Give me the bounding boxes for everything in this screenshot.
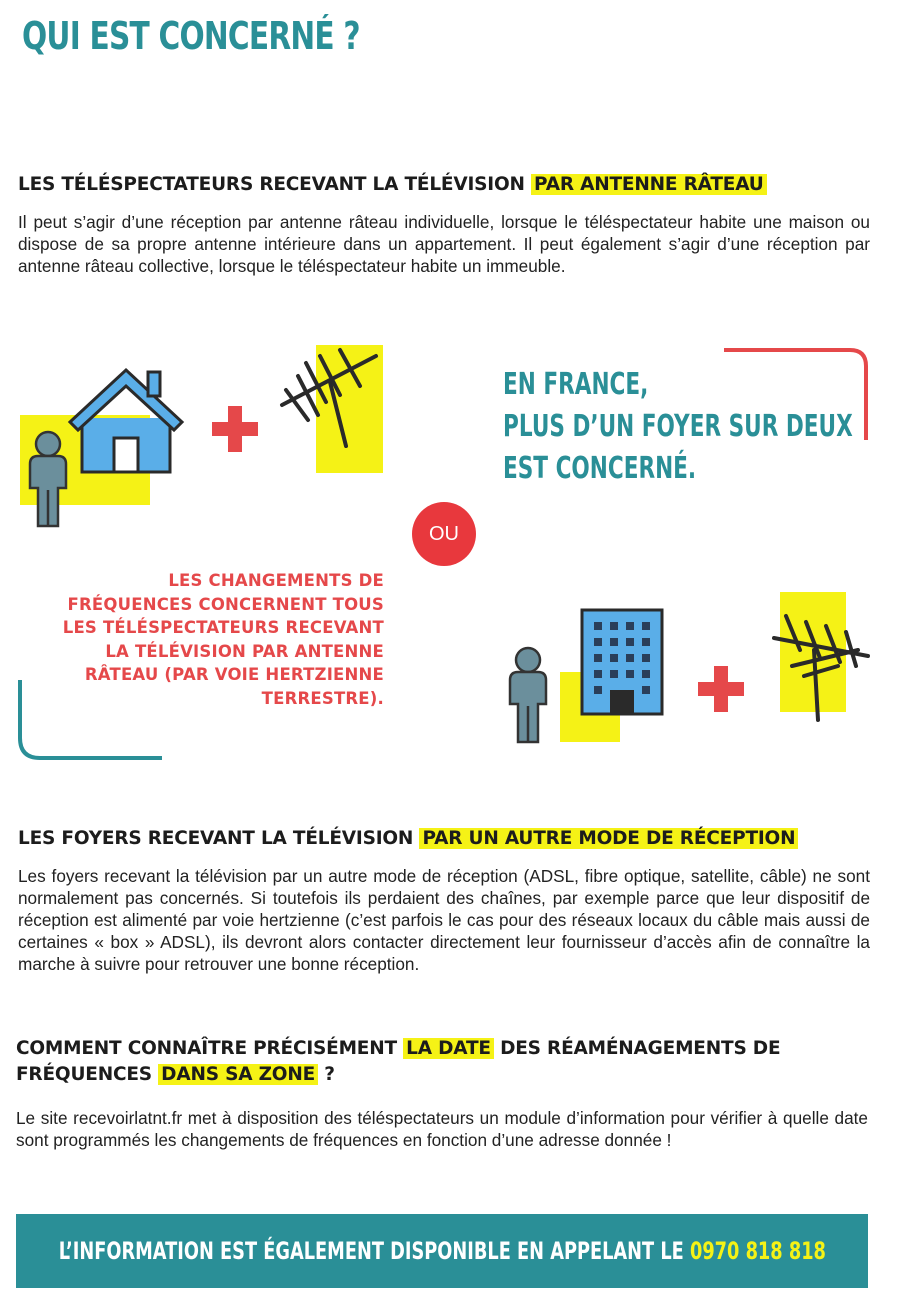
stat-line-1: EN FRANCE, xyxy=(503,367,649,402)
section1-heading-text: LES TÉLÉSPECTATEURS RECEVANT LA TÉLÉVISION xyxy=(18,174,532,195)
plus-icon xyxy=(212,406,258,452)
section1-heading xyxy=(18,172,878,198)
banner-text xyxy=(58,1237,825,1265)
building-icon xyxy=(582,610,662,714)
section1-paragraph: Il peut s’agir d’une réception par antenne râteau individuelle, lorsque le téléspectateur habite une maison ou dispose de sa propre antenne intérieure dans un appartement. Il peut également s’agir d’une réception par antenne râteau collective, lorsque le téléspectateur habite un immeuble. xyxy=(18,212,870,276)
section2-paragraph: Les foyers recevant la télévision par un autre mode de réception (ADSL, fibre optique, satellite, câble) ne sont normalement pas concernés. Si toutefois ils perdaient des chaînes, par exemple parce que leur dispositif de réception est alimenté par voie hertzienne (c’est parfois le cas pour des réseaux locaux du câble mais aussi de certaines « box » ADSL), ils devront alors contacter directement leur fournisseur d’accès afin de connaître la marche à suivre pour retrouver une bonne réception. xyxy=(18,866,870,974)
info-banner xyxy=(16,1214,868,1288)
stat-line-3: EST CONCERNÉ. xyxy=(503,451,697,486)
page-title: QUI EST CONCERNÉ ? xyxy=(22,14,360,58)
section3-paragraph: Le site recevoirlatnt.fr met à disposition des téléspectateurs un module d’information pour vérifier à quelle date sont programmés les changements de fréquences en fonction d’une adresse donnée ! xyxy=(16,1108,868,1150)
phone-number[interactable]: 0970 818 818 xyxy=(689,1237,826,1265)
section3-heading-part1: COMMENT CONNAÎTRE PRÉCISÉMENT xyxy=(16,1038,404,1059)
stat-line-2: PLUS D’UN FOYER SUR DEUX xyxy=(503,409,853,444)
section2-heading-highlight: PAR UN AUTRE MODE DE RÉCEPTION xyxy=(419,828,798,849)
banner-message: L’INFORMATION EST ÉGALEMENT DISPONIBLE EN APPELANT LE xyxy=(58,1237,690,1265)
person-icon xyxy=(510,648,546,742)
ou-badge: OU xyxy=(412,502,476,566)
section1-heading-highlight: PAR ANTENNE RÂTEAU xyxy=(531,174,767,195)
section3-heading-highlight1: LA DATE xyxy=(403,1038,494,1059)
illustration-area xyxy=(0,320,900,780)
house-icon xyxy=(70,370,182,472)
plus-icon xyxy=(698,666,744,712)
section3-heading xyxy=(16,1036,856,1088)
section2-heading-text: LES FOYERS RECEVANT LA TÉLÉVISION xyxy=(18,828,420,849)
frequency-note: LES CHANGEMENTS DE FRÉQUENCES CONCERNENT TOUS LES TÉLÉSPECTATEURS RECEVANT LA TÉLÉVISION PAR ANTENNE RÂTEAU (PAR VOIE HERTZIENNE TERRESTRE). xyxy=(62,571,384,708)
person-icon xyxy=(30,432,66,526)
stat-text xyxy=(503,364,853,490)
section3-heading-part2: DES RÉAMÉNAGEMENTS DE FRÉQUENCES xyxy=(16,1038,781,1085)
section2-heading xyxy=(18,826,878,852)
section3-heading-highlight2: DANS SA ZONE xyxy=(158,1064,318,1085)
section3-heading-part3: ? xyxy=(318,1064,335,1085)
